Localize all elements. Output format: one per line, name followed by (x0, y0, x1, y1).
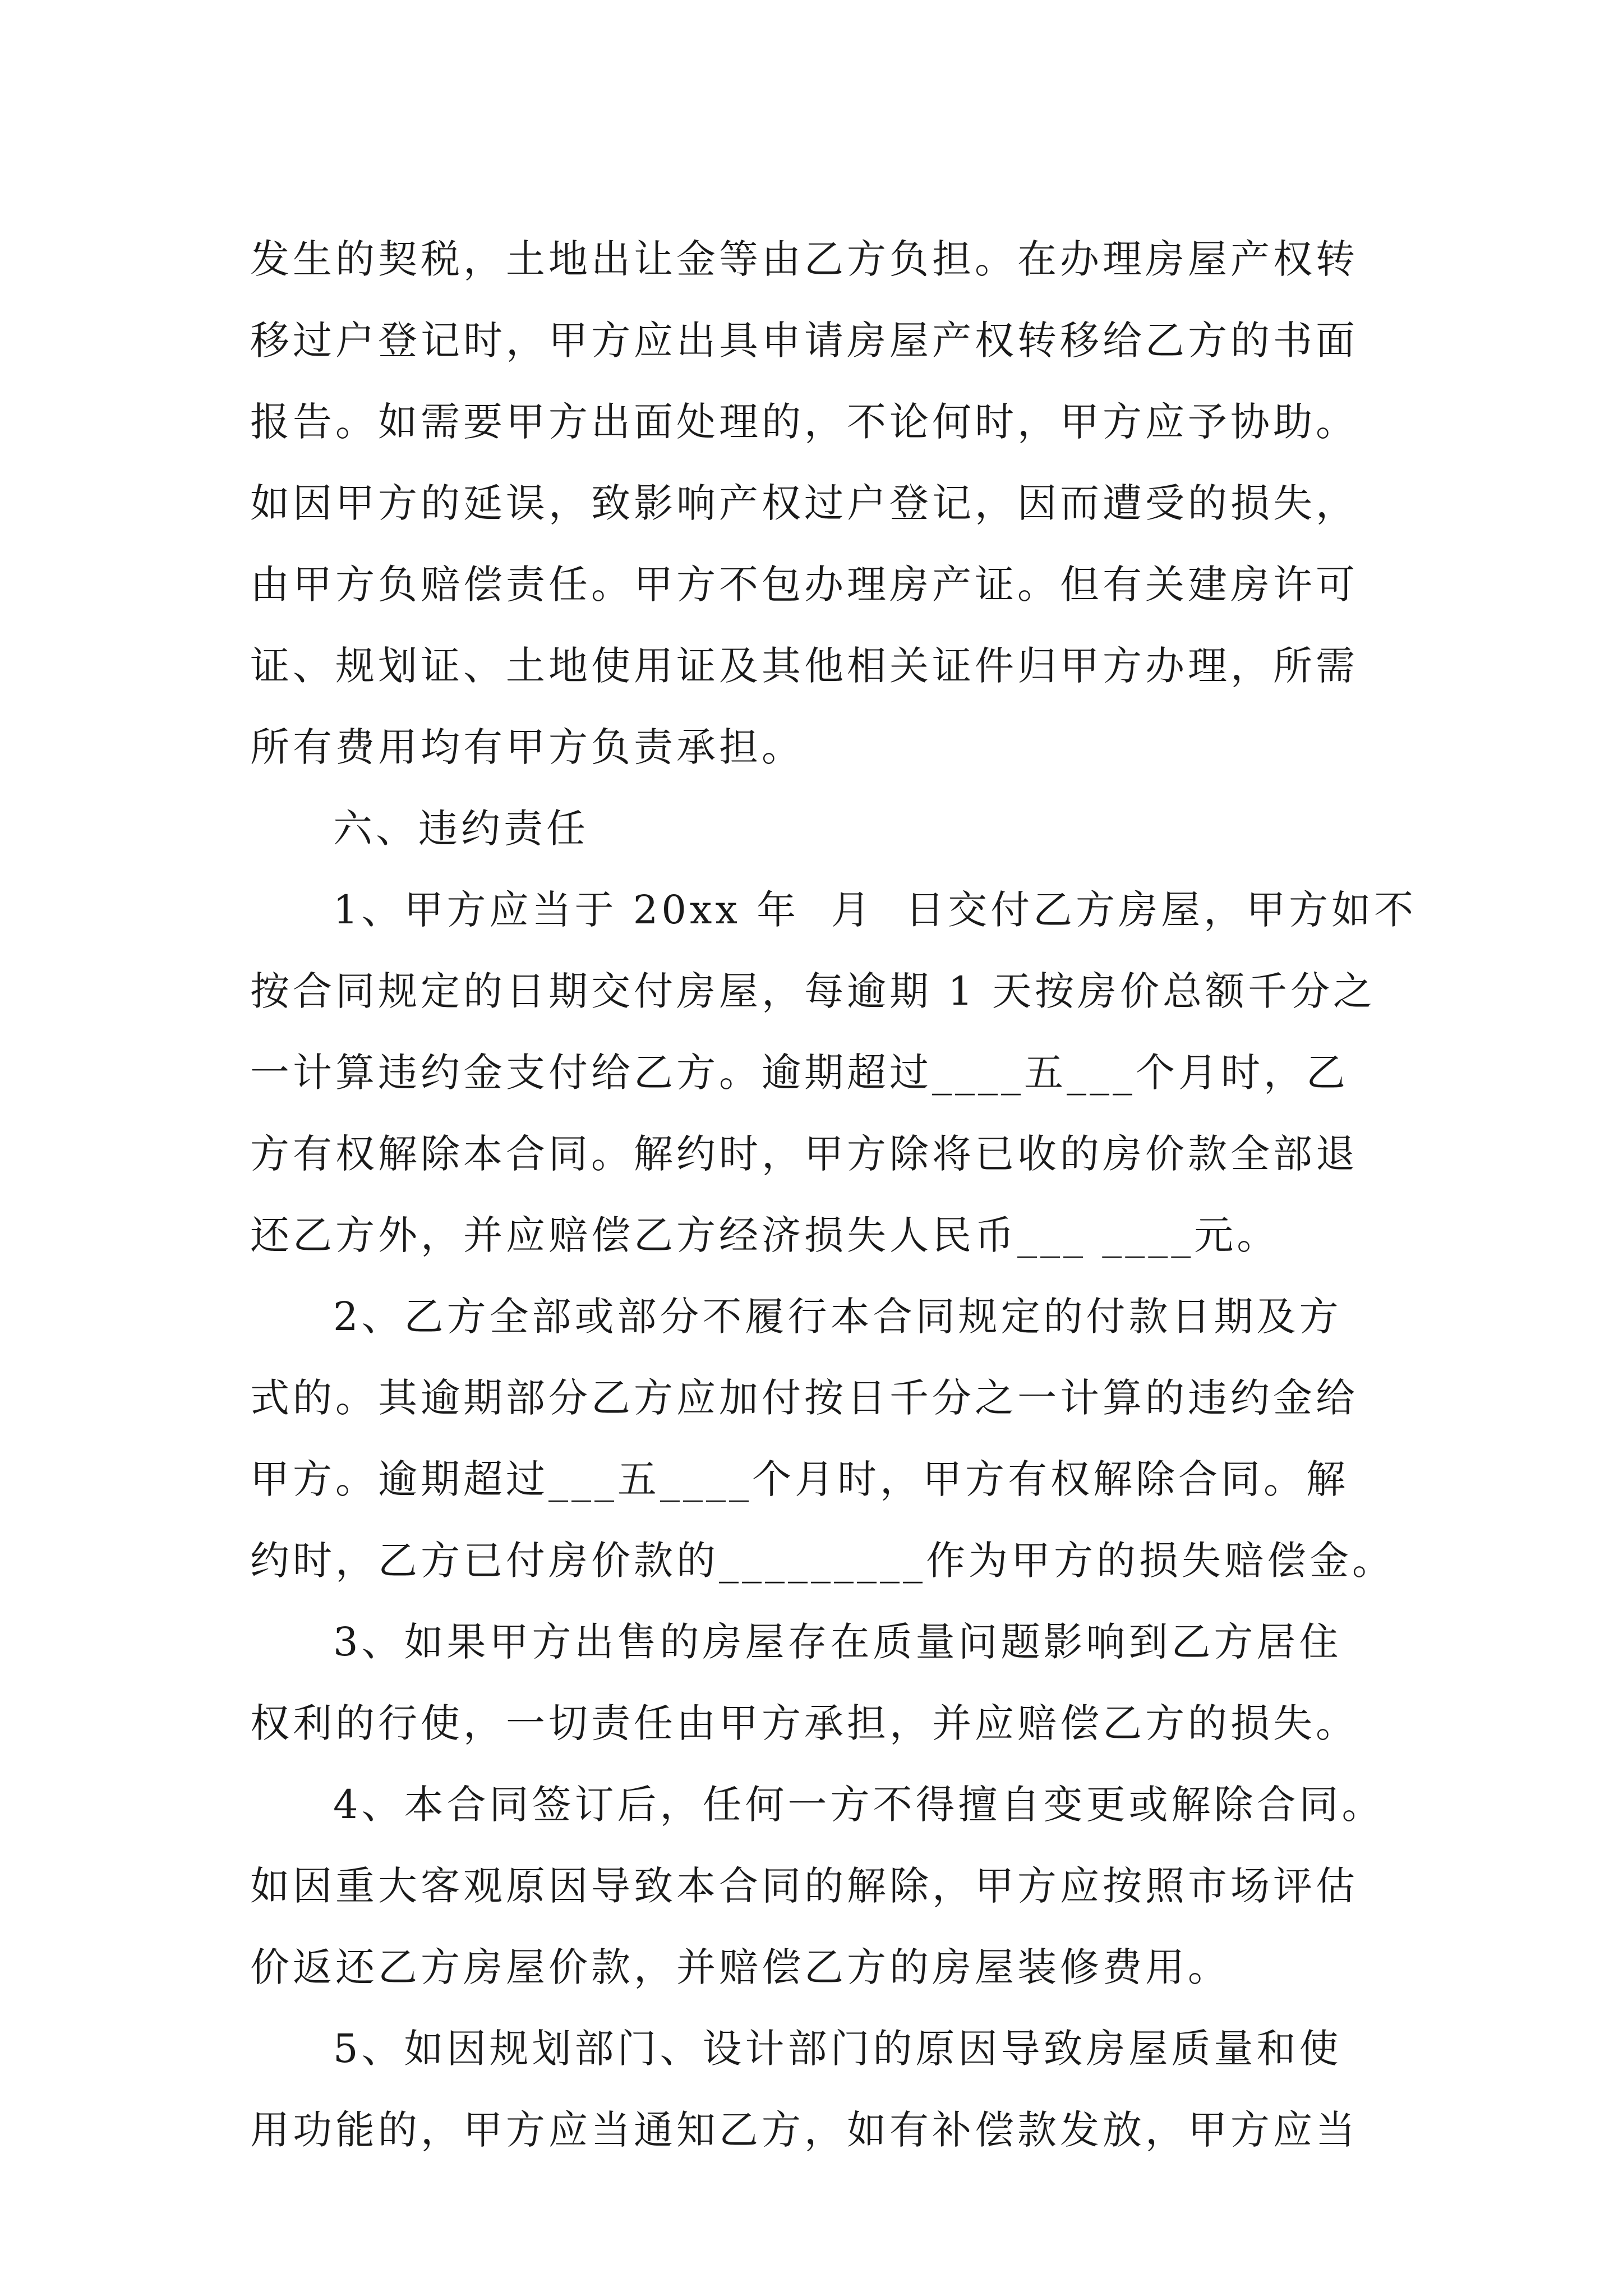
text-line: 如因重大客观原因导致本合同的解除，甲方应按照市场评估 (250, 1863, 1358, 1909)
text-line: 六、违约责任 (333, 806, 589, 852)
text-line: 所有费用均有甲方负责承担。 (250, 724, 804, 770)
text-line: 按合同规定的日期交付房屋，每逾期 1 天按房价总额千分之 (250, 968, 1376, 1014)
contract-body-text (250, 219, 1417, 2171)
text-line: 移过户登记时，甲方应出具申请房屋产权转移给乙方的书面 (250, 318, 1358, 364)
text-line: 证、规划证、土地使用证及其他相关证件归甲方办理，所需 (250, 643, 1358, 689)
text-line: 如因甲方的延误，致影响产权过户登记，因而遭受的损失， (250, 480, 1358, 526)
text-line: 用功能的，甲方应当通知乙方，如有补偿款发放，甲方应当 (250, 2107, 1358, 2153)
text-line: 2、乙方全部或部分不履行本合同规定的付款日期及方 (333, 1294, 1342, 1340)
text-line: 方有权解除本合同。解约时，甲方除将已收的房价款全部退 (250, 1131, 1358, 1177)
text-line: 报告。如需要甲方出面处理的，不论何时，甲方应予协助。 (250, 399, 1358, 445)
text-line: 甲方。逾期超过___五____个月时，甲方有权解除合同。解 (250, 1456, 1349, 1502)
text-line: 约时，乙方已付房价款的_________作为甲方的损失赔偿金。 (250, 1538, 1395, 1584)
text-line: 3、如果甲方出售的房屋存在质量问题影响到乙方居住 (333, 1619, 1342, 1665)
text-line: 发生的契税，土地出让金等由乙方负担。在办理房屋产权转 (250, 236, 1358, 282)
text-line: 5、如因规划部门、设计部门的原因导致房屋质量和使 (333, 2026, 1342, 2072)
text-line: 式的。其逾期部分乙方应加付按日千分之一计算的违约金给 (250, 1375, 1358, 1421)
text-line: 4、本合同签订后，任何一方不得擅自变更或解除合同。 (333, 1782, 1385, 1828)
text-line: 权利的行使，一切责任由甲方承担，并应赔偿乙方的损失。 (250, 1700, 1358, 1746)
text-line: 还乙方外，并应赔偿乙方经济损失人民币___ ____元。 (250, 1212, 1280, 1258)
text-line: 由甲方负赔偿责任。甲方不包办理房产证。但有关建房许可 (250, 562, 1358, 608)
text-line: 一计算违约金支付给乙方。逾期超过____五___个月时，乙 (250, 1050, 1349, 1096)
text-line: 1、甲方应当于 20xx 年 月 日交付乙方房屋，甲方如不 (333, 887, 1417, 933)
text-line: 价返还乙方房屋价款，并赔偿乙方的房屋装修费用。 (250, 1944, 1230, 1990)
